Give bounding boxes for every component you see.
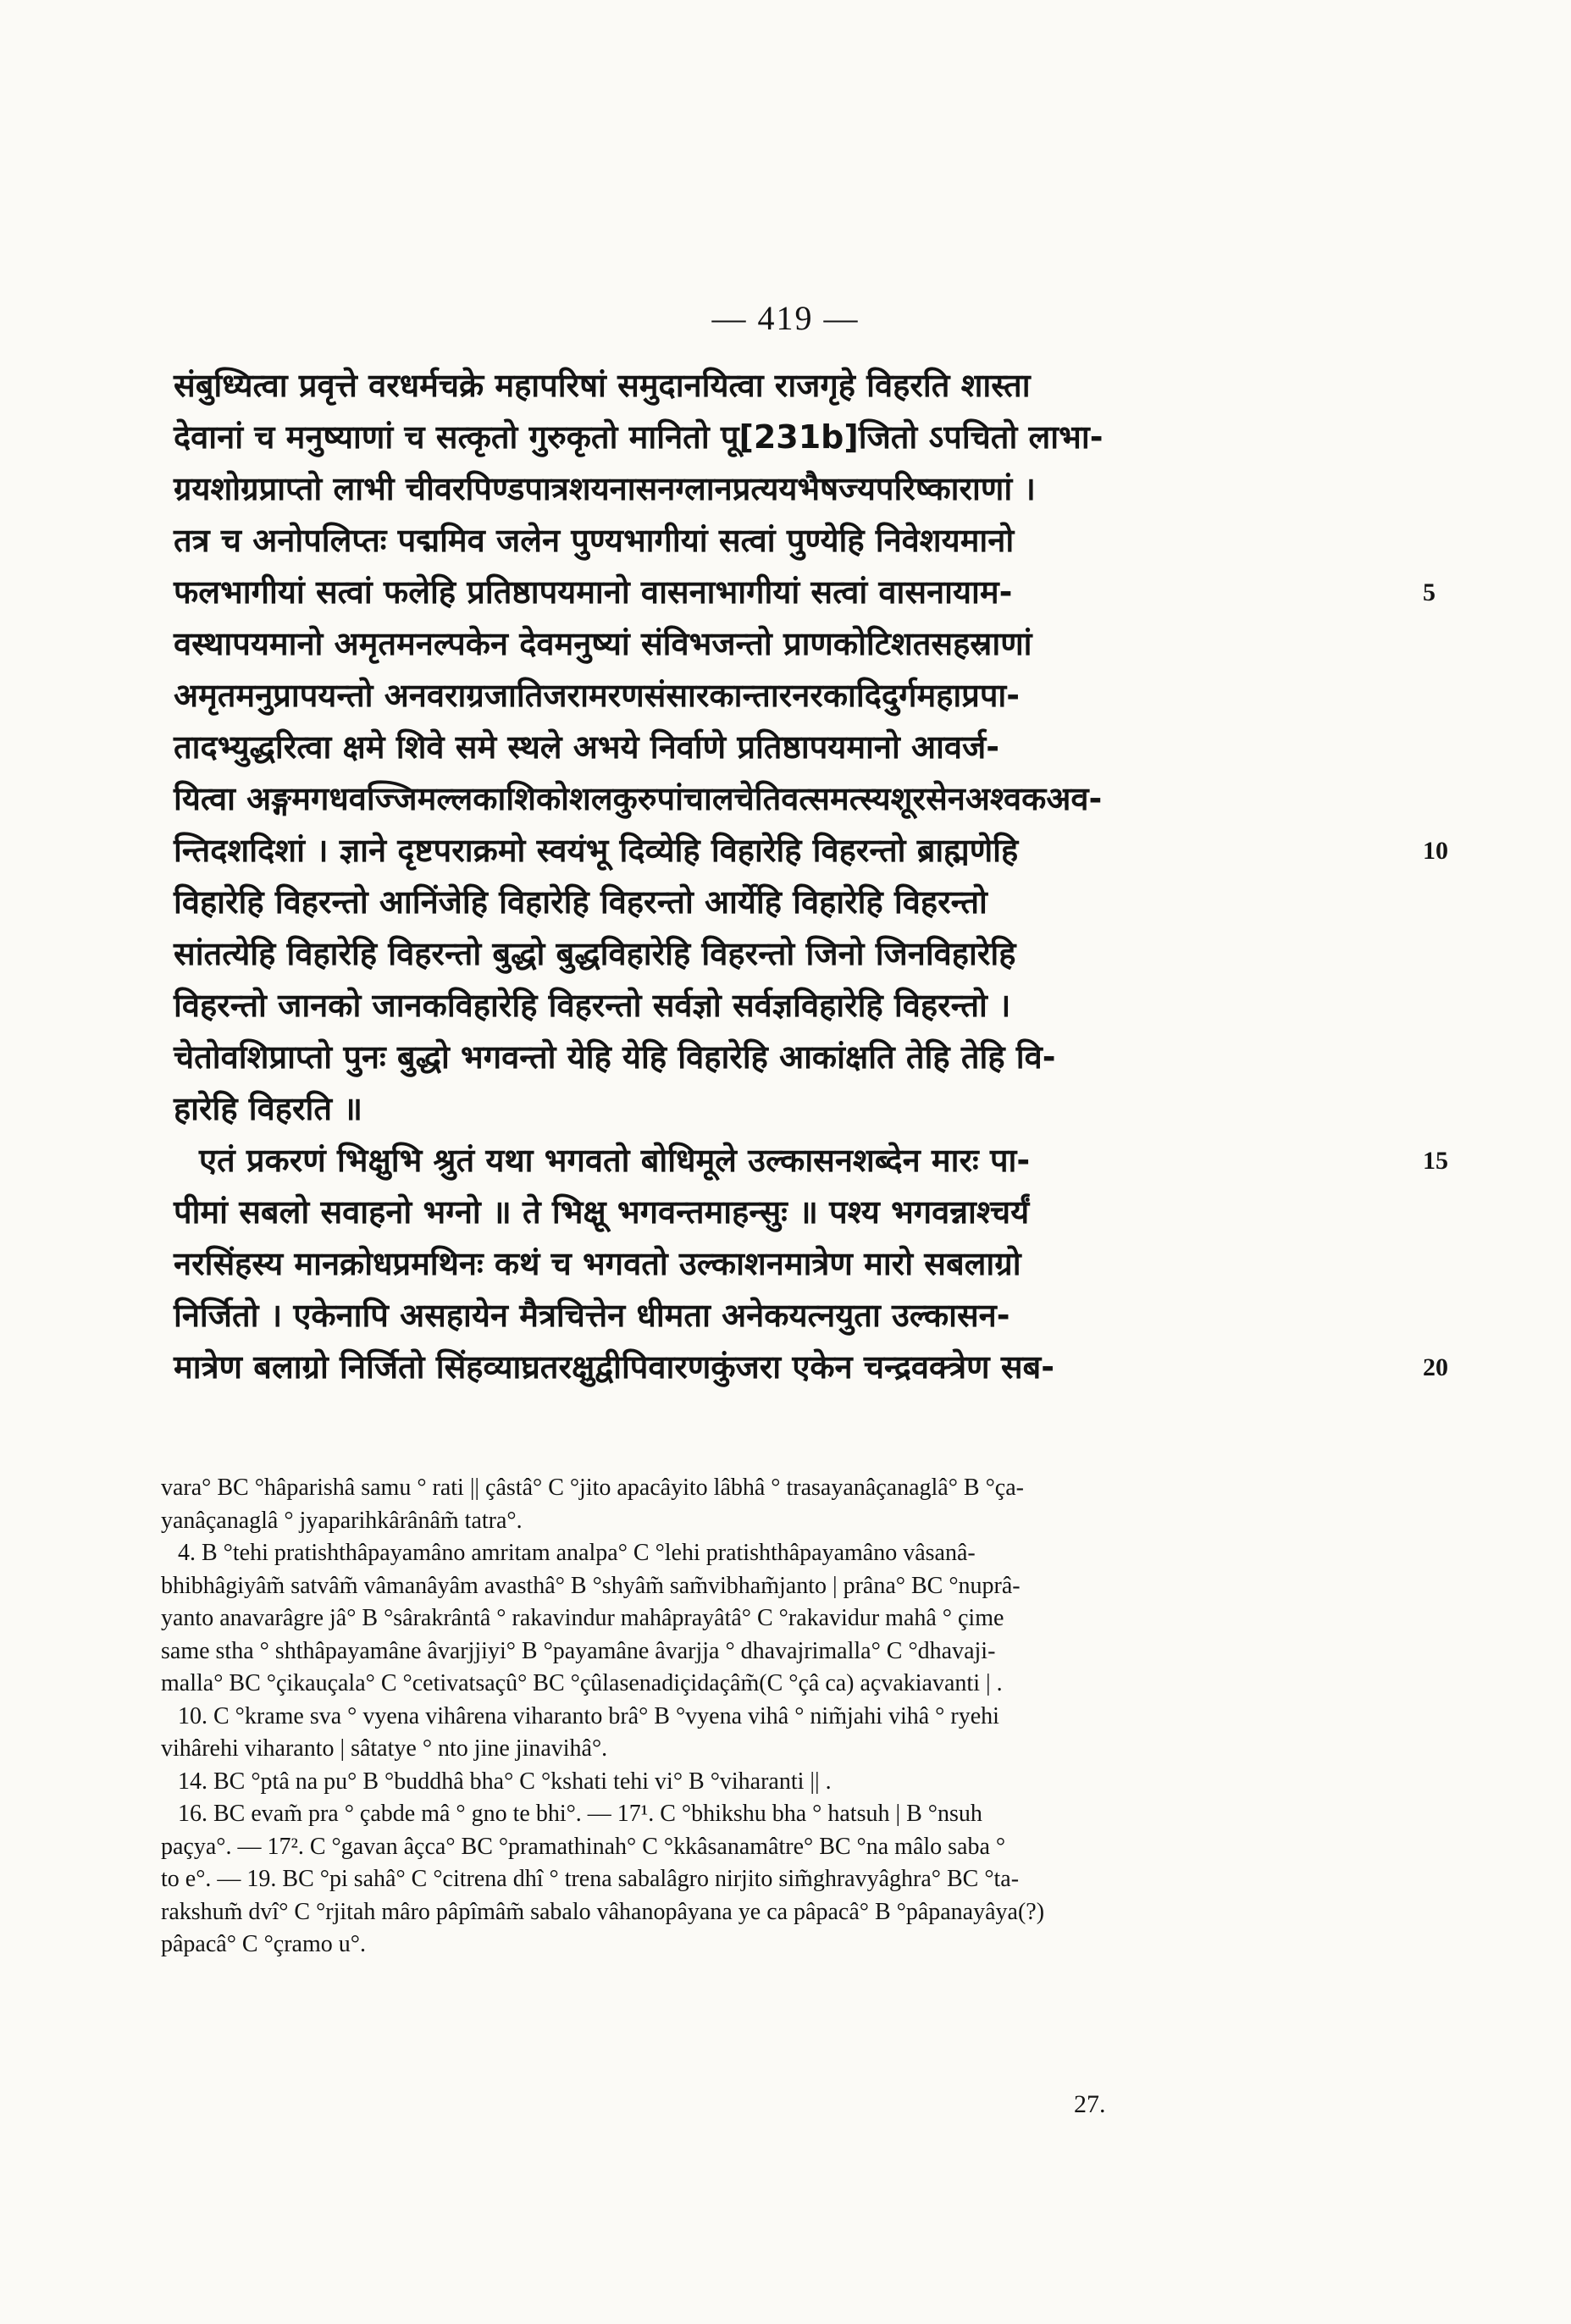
note-line: 10. C °krame sva ° vyena vihârena viharanto brâ° B °vyena vihâ ° nim̃jahi vihâ ° ryehi [178, 1702, 999, 1729]
note-line: vihârehi viharanto | sâtatye ° nto jine jinavihâ°. [161, 1735, 608, 1762]
line-text: निर्जितो । एकेनापि असहायेन मैत्रचित्तेन धीमता अनेकयत्नयुता उल्कासन- [174, 1297, 1010, 1334]
text-line [174, 1238, 1262, 1290]
critical-apparatus [161, 1472, 1262, 1962]
note-line: 14. BC °ptâ na pu° B °buddhâ bha° C °kshati tehi vi° B °viharanti || . [178, 1768, 832, 1795]
note-line: rakshum̃ dvî° C °rjitah mâro pâpîmâm̃ sabalo vâhanopâyana ye ca pâpacâ° B °pâpanayâya(?) [161, 1898, 1045, 1925]
line-text: ग्रयशोग्रप्राप्तो लाभी चीवरपिण्डपात्रशयनासनग्लानप्रत्ययभैषज्यपरिष्काराणां । [174, 470, 1036, 507]
line-text: तत्र च अनोपलिप्तः पद्ममिव जलेन पुण्यभागीयां सत्वां पुण्येहि निवेशयमानो [174, 522, 1015, 559]
note-line: yanto anavarâgre jâ° B °sârakrântâ ° rakavindur mahâprayâtâ° C °rakavidur mahâ ° çime [161, 1605, 1004, 1631]
signature-mark: 27. [1074, 2090, 1106, 2118]
text-line [174, 618, 1262, 670]
line-number: 5 [1423, 578, 1435, 606]
line-number: 20 [1423, 1353, 1448, 1381]
note-line: yanâçanaglâ ° jyaparihkârânâm̃ tatra°. [161, 1507, 523, 1534]
note-line: pâpacâ° C °çramo u°. [161, 1931, 366, 1957]
page-number: — 419 — [711, 299, 860, 337]
line-text: फलभागीयां सत्वां फलेहि प्रतिष्ठापयमानो वासनाभागीयां सत्वां वासनायाम- [174, 573, 1013, 611]
note-line: malla° BC °çikauçala° C °cetivatsaçû° BC °çûlasenadiçidaçâm̃(C °çâ ca) açvakiavanti | . [161, 1670, 1003, 1696]
line-text: वस्थापयमानो अमृतमनल्पकेन देवमनुष्यां संविभजन्तो प्राणकोटिशतसहस्राणां [174, 625, 1032, 662]
text-line [174, 722, 1262, 773]
text-line [174, 670, 1262, 722]
line-number: 15 [1423, 1147, 1448, 1175]
note-line: paçya°. — 17². C °gavan âçca° BC °pramathinah° C °kkâsanamâtre° BC °na mâlo saba ° [161, 1833, 1006, 1860]
line-text: संबुध्यित्वा प्रवृत्ते वरधर्मचक्रे महापरिषां समुदानयित्वा राजगृहे विहरति शास्ता [174, 367, 1031, 404]
text-line [174, 1290, 1262, 1342]
text-line [174, 412, 1262, 463]
text-line [174, 1083, 1262, 1135]
line-text: विहरन्तो जानको जानकविहारेहि विहरन्तो सर्वज्ञो सर्वज्ञविहारेहि विहरन्तो । [174, 987, 1011, 1024]
note-line: vara° BC °hâparishâ samu ° rati || çâstâ° C °jito apacâyito lâbhâ ° trasayanâçanaglâ° B °ça- [161, 1475, 1024, 1501]
line-text: सांतत्येहि विहारेहि विहरन्तो बुद्धो बुद्धविहारेहि विहरन्तो जिनो जिनविहारेहि [174, 935, 1016, 972]
line-text: अमृतमनुप्रापयन्तो अनवराग्रजातिजरामरणसंसारकान्तारनरकादिदुर्गमहाप्रपा- [174, 677, 1021, 714]
note-line: to e°. — 19. BC °pi sahâ° C °citrena dhî ° trena sabalâgro nirjito sim̃ghravyâghra° BC °ta- [161, 1866, 1020, 1892]
note-line: 4. B °tehi pratishthâpayamâno amritam analpa° C °lehi pratishthâpayamâno vâsanâ- [178, 1540, 976, 1566]
text-line [174, 1342, 1448, 1393]
line-text: एतं प्रकरणं भिक्षुभि श्रुतं यथा भगवतो बोधिमूले उल्कासनशब्देन मारः पा- [199, 1142, 1031, 1179]
text-line [174, 515, 1262, 567]
note-line: bhibhâgiyâm̃ satvâm̃ vâmanâyâm avasthâ° B °shyâm̃ sam̃vibham̃janto | prâna° BC °nuprâ- [161, 1572, 1021, 1599]
line-text: तादभ्युद्धरित्वा क्षमे शिवे समे स्थले अभये निर्वाणे प्रतिष्ठापयमानो आवर्ज- [174, 728, 999, 766]
line-text: हारेहि विहरति ॥ [174, 1090, 362, 1127]
line-number: 10 [1423, 837, 1448, 865]
text-line [174, 825, 1448, 877]
main-text [174, 360, 1448, 1393]
note-line: same stha ° shthâpayamâne âvarjjiyi° B °payamâne âvarjja ° dhavajrimalla° C °dhavaji- [161, 1637, 996, 1664]
text-line [174, 360, 1262, 412]
note-line: 16. BC evam̃ pra ° çabde mâ ° gno te bhi°. — 17¹. C °bhikshu bha ° hatsuh | B °nsuh [178, 1801, 982, 1827]
text-line [174, 928, 1262, 980]
line-text: चेतोवशिप्राप्तो पुनः बुद्धो भगवन्तो येहि येहि विहारेहि आकांक्षति तेहि तेहि वि- [174, 1038, 1056, 1076]
line-text: यित्वा अङ्गमगधवज्जिमल्लकाशिकोशलकुरुपांचालचेतिवत्समत्स्यशूरसेनअश्वकअव- [174, 780, 1103, 817]
line-text: पीमां सबलो सवाहनो भग्नो ॥ ते भिक्षू भगवन्तमाहन्सुः ॥ पश्य भगवन्नाश्चर्यं [174, 1193, 1030, 1231]
line-text: न्तिदशदिशां । ज्ञाने दृष्टपराक्रमो स्वयंभू दिव्येहि विहारेहि विहरन्तो ब्राह्मणेहि [174, 832, 1019, 869]
text-line [174, 463, 1262, 515]
line-text: विहारेहि विहरन्तो आनिंजेहि विहारेहि विहरन्तो आर्येहि विहारेहि विहरन्तो [174, 883, 987, 921]
text-line [174, 1187, 1262, 1238]
line-text: देवानां च मनुष्याणां च सत्कृतो गुरुकृतो मानितो पू[231b]जितो ऽपचितो लाभा- [174, 418, 1104, 456]
text-line [174, 877, 1262, 928]
text-line [174, 773, 1262, 825]
text-line [174, 567, 1435, 618]
text-line [174, 980, 1262, 1032]
text-line [174, 1135, 1448, 1187]
line-text: नरसिंहस्य मानक्रोधप्रमथिनः कथं च भगवतो उल्काशनमात्रेण मारो सबलाग्रो [174, 1245, 1021, 1282]
text-line [174, 1032, 1262, 1083]
line-text: मात्रेण बलाग्रो निर्जितो सिंहव्याघ्रतरक्षुद्वीपिवारणकुंजरा एकेन चन्द्रवक्त्रेण सब- [174, 1348, 1055, 1386]
